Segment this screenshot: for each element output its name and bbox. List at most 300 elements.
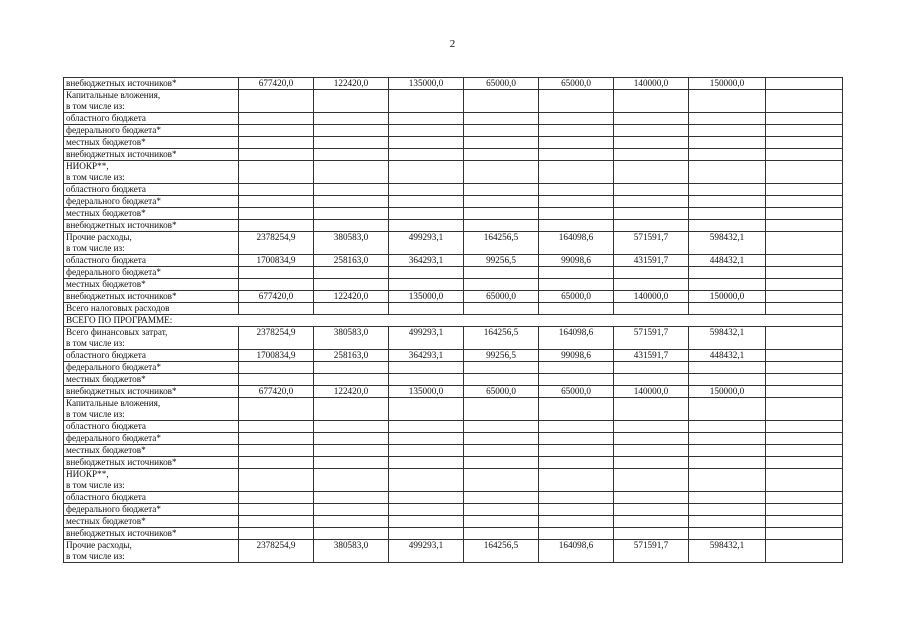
value-cell: 140000,0: [614, 78, 689, 90]
value-cell: [464, 433, 539, 445]
value-cell: [539, 516, 614, 528]
value-cell: [389, 172, 464, 184]
value-cell: 122420,0: [314, 291, 389, 303]
value-cell: [689, 113, 766, 125]
value-cell: [239, 243, 314, 255]
value-cell: [464, 125, 539, 137]
value-cell: 150000,0: [689, 291, 766, 303]
value-cell: [239, 113, 314, 125]
value-cell: [614, 421, 689, 433]
table-row: [64, 101, 843, 113]
value-cell: [614, 161, 689, 173]
value-cell: [689, 149, 766, 161]
row-label: НИОКР**,: [64, 161, 239, 173]
value-cell: [389, 137, 464, 149]
row-label: федерального бюджета*: [64, 433, 239, 445]
value-cell: [766, 161, 843, 173]
row-label: местных бюджетов*: [64, 374, 239, 386]
value-cell: [314, 113, 389, 125]
value-cell: [614, 445, 689, 457]
value-cell: [539, 196, 614, 208]
value-cell: [389, 445, 464, 457]
value-cell: [539, 421, 614, 433]
value-cell: [614, 362, 689, 374]
value-cell: [539, 374, 614, 386]
row-label: внебюджетных источников*: [64, 457, 239, 469]
row-label: в том числе из:: [64, 172, 239, 184]
value-cell: 140000,0: [614, 386, 689, 398]
value-cell: [464, 243, 539, 255]
value-cell: [314, 374, 389, 386]
value-cell: 164256,5: [464, 540, 539, 552]
row-label: областного бюджета: [64, 421, 239, 433]
value-cell: [464, 362, 539, 374]
value-cell: [689, 338, 766, 350]
value-cell: [766, 303, 843, 315]
value-cell: 164098,6: [539, 327, 614, 339]
row-label: областного бюджета: [64, 113, 239, 125]
value-cell: 2378254,9: [239, 540, 314, 552]
table-row: [64, 315, 843, 327]
table-row: [64, 232, 843, 244]
budget-table: [63, 77, 843, 563]
value-cell: 598432,1: [689, 540, 766, 552]
value-cell: [239, 528, 314, 540]
table-row: [64, 504, 843, 516]
value-cell: [314, 433, 389, 445]
value-cell: [239, 374, 314, 386]
value-cell: [766, 279, 843, 291]
value-cell: [464, 184, 539, 196]
value-cell: [389, 303, 464, 315]
table-row: [64, 161, 843, 173]
value-cell: [689, 90, 766, 102]
value-cell: [766, 480, 843, 492]
value-cell: [539, 445, 614, 457]
value-cell: [314, 398, 389, 410]
table-row: [64, 125, 843, 137]
value-cell: [389, 457, 464, 469]
value-cell: 99098,6: [539, 350, 614, 362]
value-cell: 1700834,9: [239, 255, 314, 267]
value-cell: [314, 362, 389, 374]
value-cell: [239, 172, 314, 184]
table-row: [64, 421, 843, 433]
value-cell: [539, 172, 614, 184]
value-cell: 380583,0: [314, 540, 389, 552]
value-cell: 135000,0: [389, 291, 464, 303]
value-cell: 65000,0: [464, 78, 539, 90]
value-cell: [766, 291, 843, 303]
value-cell: [766, 362, 843, 374]
value-cell: [614, 374, 689, 386]
value-cell: 380583,0: [314, 232, 389, 244]
value-cell: [539, 184, 614, 196]
value-cell: 1700834,9: [239, 350, 314, 362]
value-cell: [389, 125, 464, 137]
table-row: [64, 137, 843, 149]
value-cell: [464, 374, 539, 386]
value-cell: [539, 457, 614, 469]
value-cell: [389, 196, 464, 208]
value-cell: [614, 338, 689, 350]
value-cell: [766, 78, 843, 90]
value-cell: 65000,0: [464, 291, 539, 303]
value-cell: 65000,0: [539, 78, 614, 90]
value-cell: [389, 362, 464, 374]
value-cell: 135000,0: [389, 386, 464, 398]
value-cell: [389, 90, 464, 102]
value-cell: 380583,0: [314, 327, 389, 339]
value-cell: [464, 492, 539, 504]
value-cell: [314, 480, 389, 492]
value-cell: [464, 172, 539, 184]
table-row: [64, 196, 843, 208]
value-cell: 677420,0: [239, 386, 314, 398]
value-cell: [314, 492, 389, 504]
row-label: в том числе из:: [64, 338, 239, 350]
value-cell: [389, 504, 464, 516]
value-cell: [239, 421, 314, 433]
value-cell: [239, 161, 314, 173]
value-cell: [389, 516, 464, 528]
value-cell: [614, 243, 689, 255]
value-cell: [689, 516, 766, 528]
value-cell: 99256,5: [464, 350, 539, 362]
value-cell: [464, 101, 539, 113]
row-label: местных бюджетов*: [64, 516, 239, 528]
value-cell: [539, 208, 614, 220]
table-row: [64, 516, 843, 528]
value-cell: [689, 101, 766, 113]
value-cell: 677420,0: [239, 291, 314, 303]
row-label: внебюджетных источников*: [64, 291, 239, 303]
value-cell: [239, 90, 314, 102]
page-number: 2: [449, 38, 456, 50]
row-label: областного бюджета: [64, 255, 239, 267]
value-cell: [314, 125, 389, 137]
row-label: областного бюджета: [64, 350, 239, 362]
value-cell: [689, 161, 766, 173]
value-cell: [389, 267, 464, 279]
value-cell: [614, 196, 689, 208]
value-cell: [239, 492, 314, 504]
value-cell: [539, 125, 614, 137]
value-cell: [614, 492, 689, 504]
value-cell: [389, 101, 464, 113]
value-cell: [614, 457, 689, 469]
value-cell: [614, 172, 689, 184]
budget-table-body: [64, 78, 843, 563]
table-row: [64, 113, 843, 125]
value-cell: [314, 149, 389, 161]
row-label: Всего финансовых затрат,: [64, 327, 239, 339]
row-label: внебюджетных источников*: [64, 78, 239, 90]
value-cell: [239, 551, 314, 563]
value-cell: [614, 303, 689, 315]
row-label: в том числе из:: [64, 101, 239, 113]
value-cell: 258163,0: [314, 350, 389, 362]
value-cell: 571591,7: [614, 232, 689, 244]
row-label: федерального бюджета*: [64, 504, 239, 516]
row-label: федерального бюджета*: [64, 125, 239, 137]
row-label: внебюджетных источников*: [64, 220, 239, 232]
value-cell: [464, 457, 539, 469]
table-row: [64, 172, 843, 184]
value-cell: 164098,6: [539, 540, 614, 552]
value-cell: [689, 551, 766, 563]
row-label: в том числе из:: [64, 409, 239, 421]
value-cell: [314, 243, 389, 255]
table-row: [64, 409, 843, 421]
value-cell: [314, 279, 389, 291]
section-heading: ВСЕГО ПО ПРОГРАММЕ:: [64, 315, 843, 327]
value-cell: [239, 504, 314, 516]
value-cell: [239, 101, 314, 113]
value-cell: [239, 362, 314, 374]
value-cell: [464, 267, 539, 279]
table-row: [64, 327, 843, 339]
table-row: [64, 528, 843, 540]
row-label: внебюджетных источников*: [64, 149, 239, 161]
value-cell: [389, 421, 464, 433]
value-cell: [389, 220, 464, 232]
value-cell: [689, 267, 766, 279]
value-cell: [766, 409, 843, 421]
value-cell: [239, 409, 314, 421]
value-cell: [614, 220, 689, 232]
value-cell: [539, 504, 614, 516]
value-cell: [464, 90, 539, 102]
table-row: [64, 350, 843, 362]
value-cell: 598432,1: [689, 327, 766, 339]
value-cell: [464, 469, 539, 481]
value-cell: 571591,7: [614, 540, 689, 552]
value-cell: [239, 469, 314, 481]
value-cell: [766, 350, 843, 362]
table-row: [64, 551, 843, 563]
row-label: областного бюджета: [64, 184, 239, 196]
table-row: [64, 469, 843, 481]
value-cell: [766, 457, 843, 469]
table-row: [64, 243, 843, 255]
value-cell: [239, 137, 314, 149]
value-cell: [689, 480, 766, 492]
value-cell: [766, 267, 843, 279]
value-cell: 364293,1: [389, 255, 464, 267]
value-cell: [766, 101, 843, 113]
value-cell: [539, 113, 614, 125]
table-row: [64, 445, 843, 457]
value-cell: [539, 267, 614, 279]
table-row: [64, 540, 843, 552]
value-cell: [766, 386, 843, 398]
value-cell: [314, 161, 389, 173]
value-cell: [689, 445, 766, 457]
value-cell: [314, 457, 389, 469]
value-cell: [539, 528, 614, 540]
value-cell: [689, 243, 766, 255]
value-cell: [614, 113, 689, 125]
value-cell: [614, 101, 689, 113]
value-cell: [389, 279, 464, 291]
value-cell: [766, 540, 843, 552]
value-cell: [464, 338, 539, 350]
value-cell: [239, 457, 314, 469]
value-cell: [314, 338, 389, 350]
value-cell: [389, 528, 464, 540]
value-cell: [766, 184, 843, 196]
value-cell: [614, 516, 689, 528]
value-cell: [239, 445, 314, 457]
value-cell: [766, 516, 843, 528]
value-cell: [314, 220, 389, 232]
value-cell: [389, 243, 464, 255]
value-cell: [539, 243, 614, 255]
value-cell: [614, 90, 689, 102]
value-cell: 99256,5: [464, 255, 539, 267]
value-cell: [239, 516, 314, 528]
value-cell: [614, 409, 689, 421]
value-cell: 99098,6: [539, 255, 614, 267]
table-row: [64, 492, 843, 504]
value-cell: 122420,0: [314, 386, 389, 398]
value-cell: 499293,1: [389, 540, 464, 552]
value-cell: [464, 421, 539, 433]
table-row: [64, 291, 843, 303]
value-cell: [766, 113, 843, 125]
value-cell: [766, 433, 843, 445]
value-cell: [689, 172, 766, 184]
value-cell: [314, 196, 389, 208]
value-cell: [689, 137, 766, 149]
value-cell: [314, 504, 389, 516]
value-cell: [314, 172, 389, 184]
table-row: [64, 220, 843, 232]
table-row: [64, 90, 843, 102]
value-cell: [314, 528, 389, 540]
value-cell: [464, 409, 539, 421]
value-cell: [464, 528, 539, 540]
row-label: Прочие расходы,: [64, 232, 239, 244]
value-cell: [689, 398, 766, 410]
value-cell: [689, 125, 766, 137]
value-cell: [614, 398, 689, 410]
value-cell: [314, 90, 389, 102]
value-cell: [314, 469, 389, 481]
value-cell: 571591,7: [614, 327, 689, 339]
value-cell: [766, 398, 843, 410]
value-cell: [314, 184, 389, 196]
table-row: [64, 78, 843, 90]
value-cell: [464, 480, 539, 492]
row-label: федерального бюджета*: [64, 267, 239, 279]
value-cell: [389, 113, 464, 125]
value-cell: [314, 516, 389, 528]
value-cell: [766, 445, 843, 457]
value-cell: [689, 220, 766, 232]
row-label: местных бюджетов*: [64, 137, 239, 149]
value-cell: [389, 184, 464, 196]
value-cell: [539, 398, 614, 410]
value-cell: [314, 409, 389, 421]
value-cell: [539, 338, 614, 350]
value-cell: 150000,0: [689, 386, 766, 398]
value-cell: [539, 480, 614, 492]
table-row: [64, 184, 843, 196]
value-cell: [539, 101, 614, 113]
row-label: Прочие расходы,: [64, 540, 239, 552]
value-cell: [314, 445, 389, 457]
value-cell: [766, 208, 843, 220]
row-label: в том числе из:: [64, 480, 239, 492]
value-cell: [239, 433, 314, 445]
value-cell: [766, 149, 843, 161]
value-cell: [464, 196, 539, 208]
value-cell: [539, 161, 614, 173]
value-cell: [239, 338, 314, 350]
value-cell: [389, 492, 464, 504]
value-cell: 65000,0: [539, 386, 614, 398]
value-cell: [239, 125, 314, 137]
value-cell: [614, 480, 689, 492]
value-cell: 2378254,9: [239, 232, 314, 244]
value-cell: [389, 398, 464, 410]
value-cell: [314, 551, 389, 563]
value-cell: [766, 125, 843, 137]
value-cell: [766, 338, 843, 350]
value-cell: [689, 492, 766, 504]
row-label: Капитальные вложения,: [64, 90, 239, 102]
value-cell: [766, 504, 843, 516]
value-cell: [464, 149, 539, 161]
table-row: [64, 457, 843, 469]
row-label: областного бюджета: [64, 492, 239, 504]
value-cell: [766, 232, 843, 244]
value-cell: 122420,0: [314, 78, 389, 90]
row-label: НИОКР**,: [64, 469, 239, 481]
value-cell: [464, 445, 539, 457]
value-cell: [766, 492, 843, 504]
value-cell: [689, 303, 766, 315]
value-cell: [539, 137, 614, 149]
row-label: федерального бюджета*: [64, 362, 239, 374]
value-cell: [766, 255, 843, 267]
value-cell: 499293,1: [389, 232, 464, 244]
table-row: [64, 480, 843, 492]
value-cell: [464, 161, 539, 173]
value-cell: [614, 137, 689, 149]
value-cell: [766, 374, 843, 386]
table-row: [64, 149, 843, 161]
value-cell: [539, 362, 614, 374]
table-row: [64, 433, 843, 445]
value-cell: 431591,7: [614, 350, 689, 362]
value-cell: 135000,0: [389, 78, 464, 90]
value-cell: [464, 551, 539, 563]
value-cell: [614, 149, 689, 161]
row-label: Всего налоговых расходов: [64, 303, 239, 315]
value-cell: [389, 208, 464, 220]
value-cell: [539, 90, 614, 102]
value-cell: [539, 279, 614, 291]
value-cell: [239, 480, 314, 492]
value-cell: [389, 480, 464, 492]
value-cell: 448432,1: [689, 255, 766, 267]
value-cell: 140000,0: [614, 291, 689, 303]
value-cell: 65000,0: [464, 386, 539, 398]
value-cell: [766, 243, 843, 255]
